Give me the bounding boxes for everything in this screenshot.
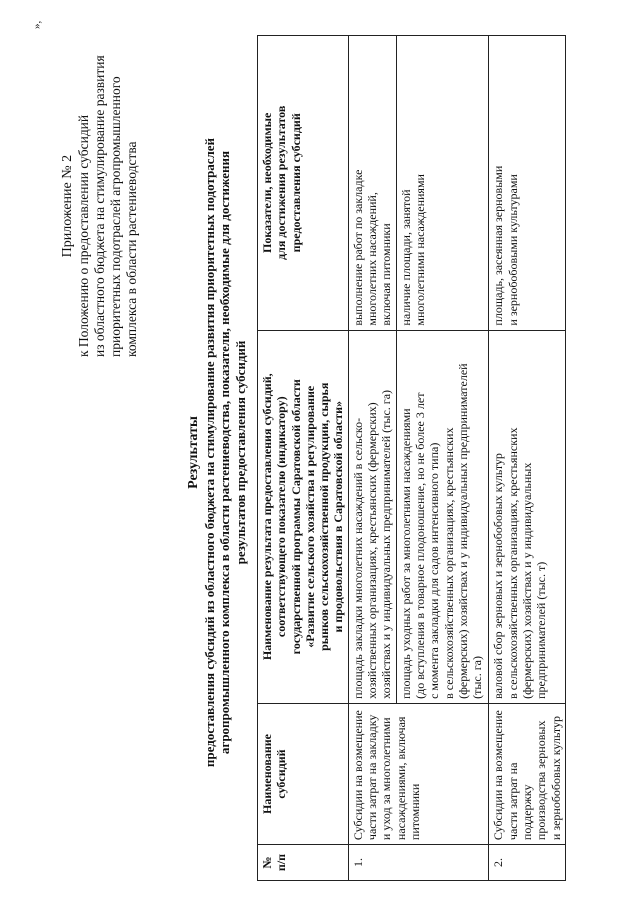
cell-line: насаждениями, включая <box>393 716 408 841</box>
cell-line: площадь уходных работ за многолетними насаждениями <box>398 408 413 699</box>
header-num <box>258 845 349 881</box>
indicator-cell <box>489 36 565 331</box>
header-indicator <box>258 36 349 331</box>
header-text: государственной программы Саратовской области <box>288 379 303 655</box>
header-name <box>258 703 349 844</box>
heading-title: Результаты <box>186 416 201 489</box>
appendix-block <box>60 55 140 357</box>
cell-line: и зернобобовыми культурами <box>505 174 520 326</box>
table-header-row <box>258 36 349 881</box>
cell-line: в сельскохозяйственных организациях, крестьянских <box>441 427 456 699</box>
cell-line: (тыс. га) <box>470 656 485 699</box>
cell-line: питомники <box>407 783 422 841</box>
header-text: рынков сельскохозяйственной продукции, сырья <box>317 382 332 651</box>
header-text: предоставления субсидий <box>288 113 303 253</box>
cell-line: в сельскохозяйственных организациях, крестьянских <box>505 427 520 699</box>
header-text: Показатели, необходимые <box>260 112 274 253</box>
header-text: Наименование <box>260 734 274 814</box>
header-text: соответствующего показателю (индикатору) <box>274 396 289 638</box>
indicator-item <box>397 36 430 330</box>
document-heading <box>186 0 248 905</box>
results-table <box>257 35 566 881</box>
cell-line: и уход за многолетними <box>379 717 394 841</box>
appendix-line: из областного бюджета на стимулирование развития <box>92 55 107 357</box>
appendix-line: к Положению о предоставлении субсидий <box>76 114 91 357</box>
result-item <box>397 331 487 703</box>
subsidy-name <box>489 703 565 844</box>
table-row <box>489 36 565 881</box>
indicator-item <box>351 36 397 330</box>
cell-line: включая питомники <box>379 223 394 326</box>
header-text: Наименование результата предоставления субсидий, <box>260 373 274 661</box>
cell-line: предпринимателей (тыс. т) <box>534 561 549 699</box>
result-cell <box>348 330 489 703</box>
corner-mark: », <box>31 20 43 29</box>
header-text: п/п <box>274 853 289 872</box>
result-item <box>351 331 397 703</box>
result-cell <box>489 330 565 703</box>
cell-line: площадь закладки многолетних насаждений в сельско- <box>350 417 365 699</box>
cell-line: многолетних насаждений, <box>365 192 380 326</box>
cell-line: с момента закладки для садов интенсивного типа) <box>427 442 442 699</box>
header-result <box>258 330 349 703</box>
header-text: и продовольствия в Саратовской области» <box>331 400 346 633</box>
cell-line: наличие площади, занятой <box>398 189 413 326</box>
table-row <box>348 36 489 881</box>
appendix-line: приоритетных подотраслей агропромышленного <box>108 76 123 357</box>
cell-line: части затрат на поддержку <box>505 762 535 841</box>
heading-line: результатов предоставления субсидий <box>232 340 248 565</box>
indicator-cell <box>348 36 489 331</box>
cell-line: валовой сбор зерновых и зернобобовых культур <box>491 453 506 699</box>
header-text: № <box>260 856 274 869</box>
cell-line: (фермерских) хозяйствах и у индивидуальных <box>520 462 535 699</box>
cell-line: (фермерских) хозяйствах и у индивидуальных предпринимателей <box>455 363 470 699</box>
heading-line: агропромышленного комплекса в области растениеводства, показатели, необходимые для достижения <box>217 150 232 755</box>
cell-line: части затрат на закладку <box>365 714 380 841</box>
cell-line: площадь, засеянная зерновыми <box>491 165 506 326</box>
subsidy-name <box>348 703 489 844</box>
cell-line: и зернобобовых культур <box>548 716 563 841</box>
cell-line: выполнение работ по закладке <box>350 169 365 326</box>
header-text: для достижения результатов <box>274 105 289 260</box>
header-text: субсидий <box>274 749 289 799</box>
heading-line: предоставления субсидий из областного бюджета на стимулирование развития приоритетных подотраслей <box>201 137 217 768</box>
cell-line: производства зерновых <box>534 720 549 841</box>
appendix-title: Приложение № 2 <box>60 154 75 258</box>
cell-line: Субсидии на возмещение <box>350 710 365 841</box>
header-text: «Развитие сельского хозяйства и регулирование <box>302 385 317 648</box>
cell-line: хозяйствах и у индивидуальных предпринимателей (тыс. га) <box>379 389 394 699</box>
cell-line: многолетними насаждениями <box>413 174 428 326</box>
appendix-line: комплекса в области растениеводства <box>124 141 139 357</box>
row-number: 1. <box>348 845 489 881</box>
cell-line: Субсидии на возмещение <box>491 710 506 841</box>
cell-line: хозяйственных организациях, крестьянских (фермерских) <box>365 402 380 699</box>
cell-line: (до вступления в товарное плодоношение, но не более 3 лет <box>412 392 427 699</box>
row-number: 2. <box>489 845 565 881</box>
